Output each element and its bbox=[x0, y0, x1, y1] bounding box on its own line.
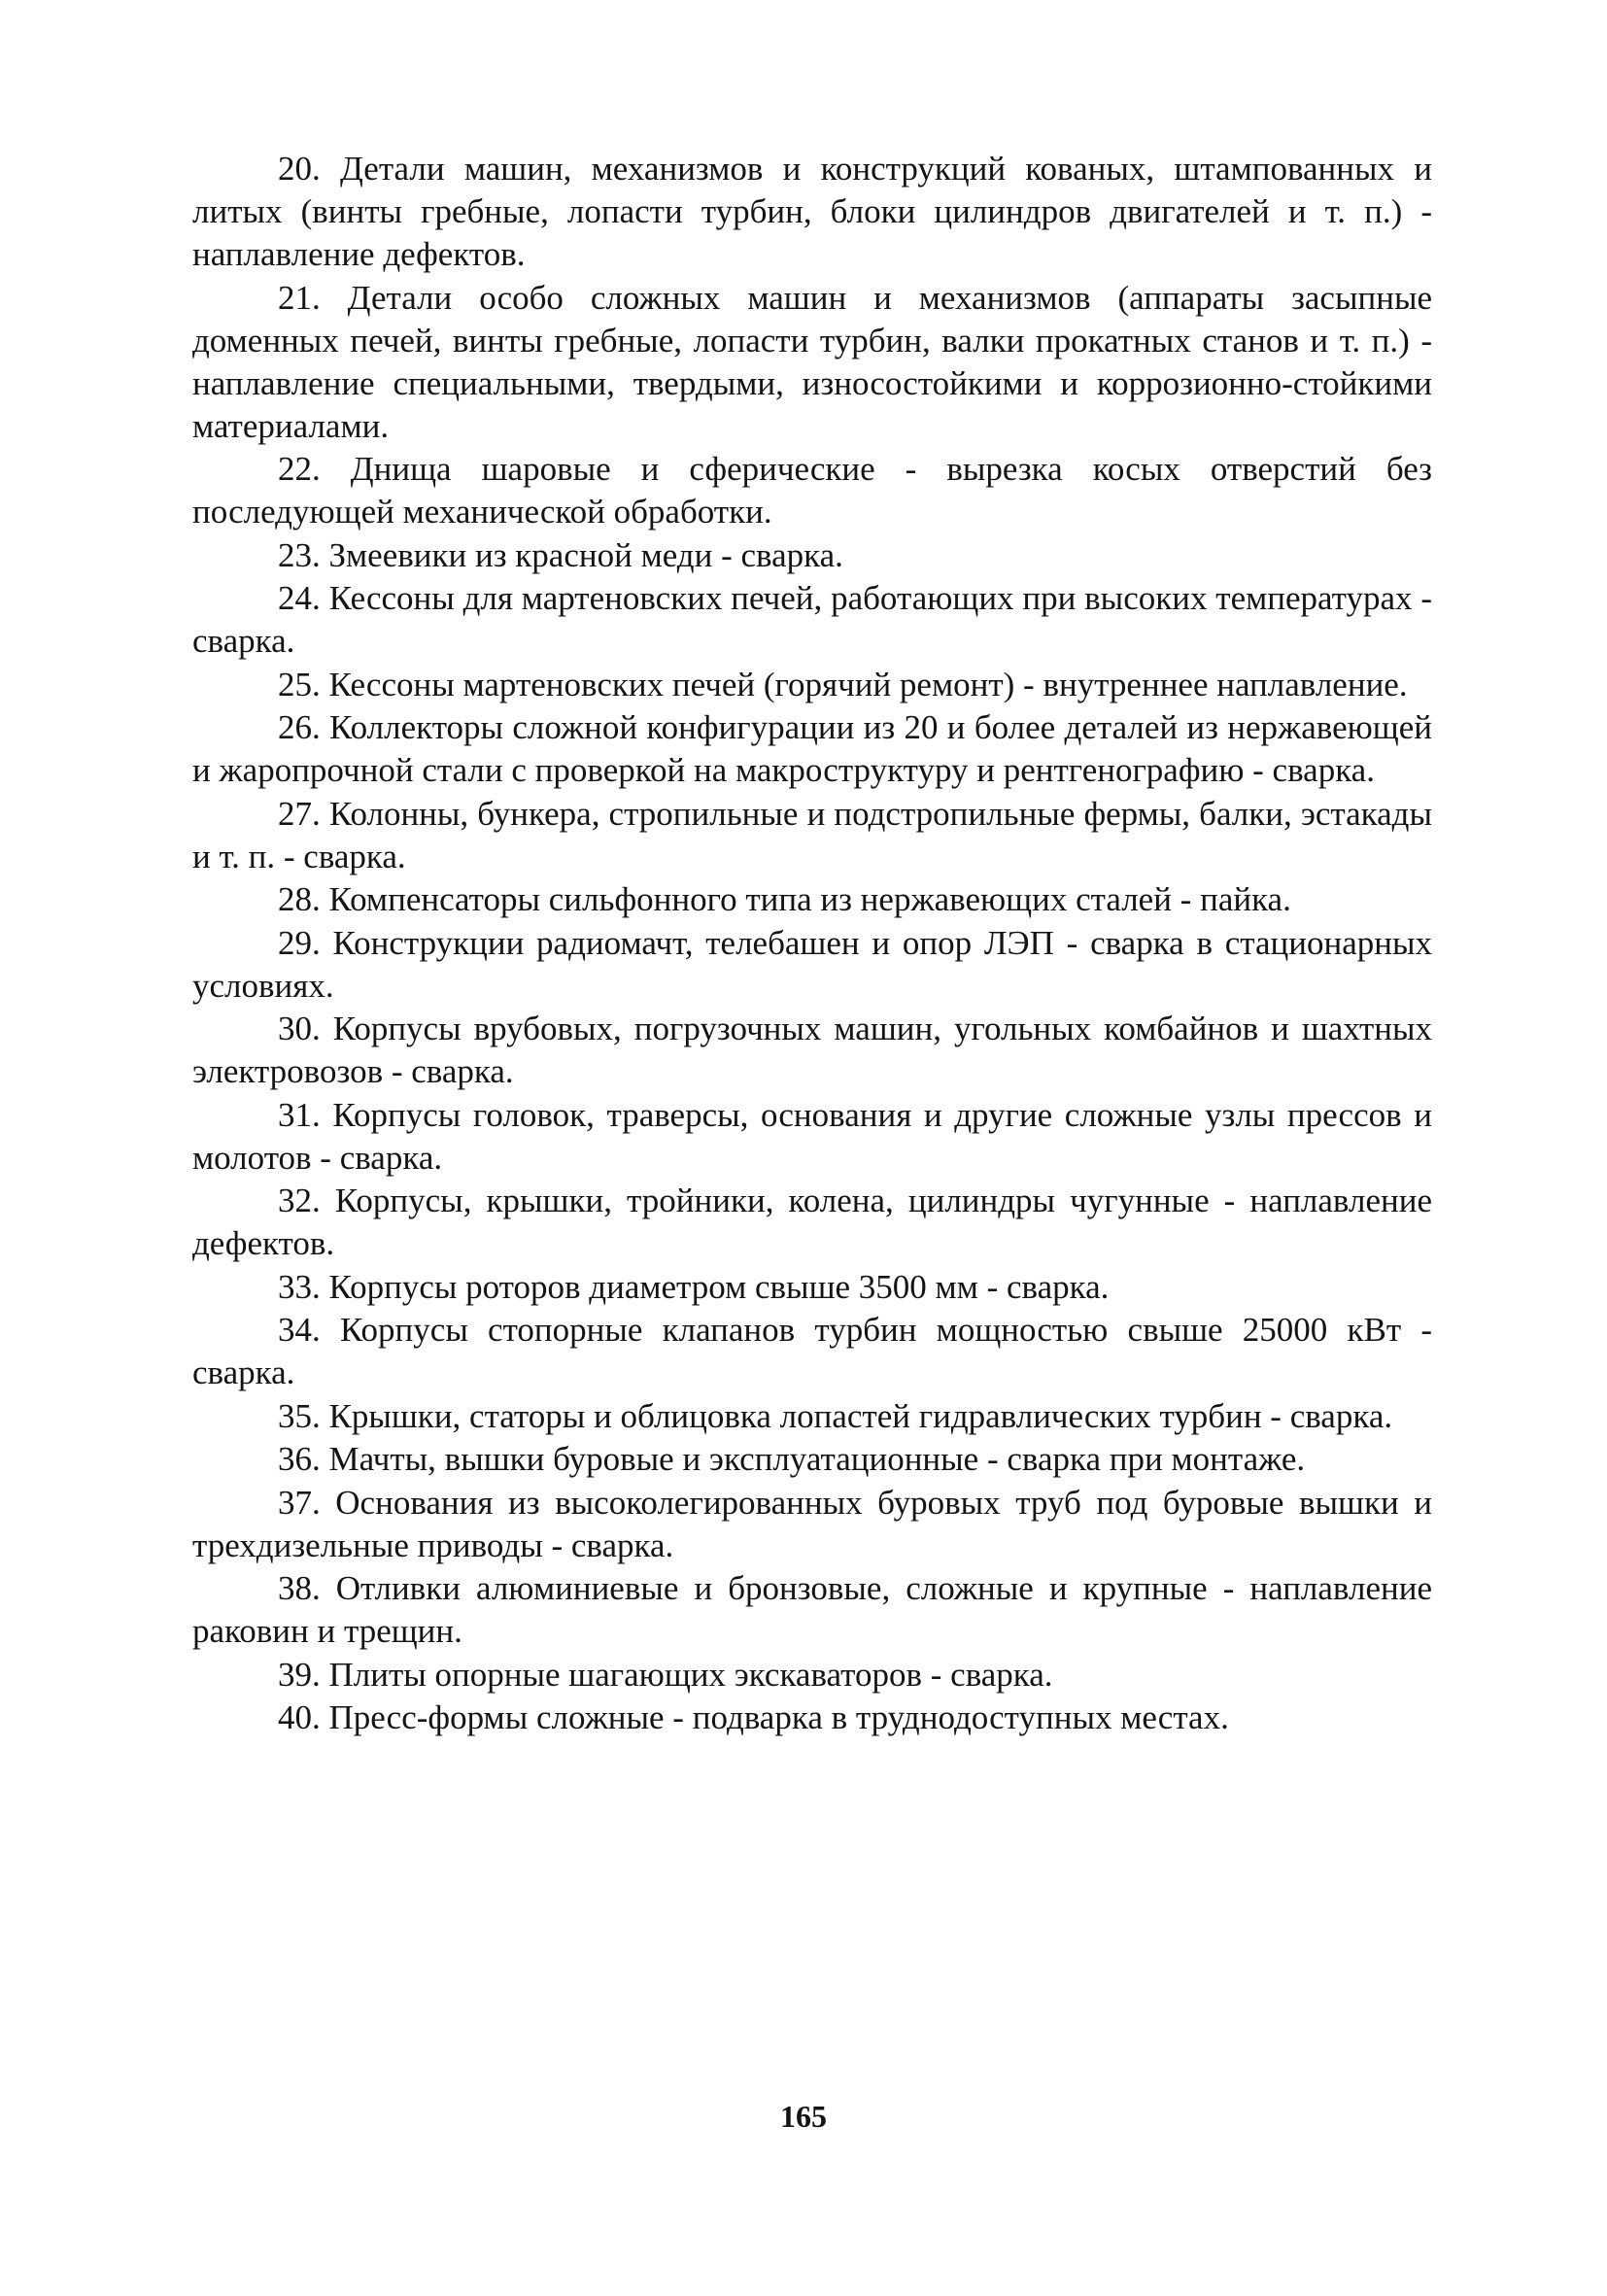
list-item: 22. Днища шаровые и сферические - вырезка косых отверстий без последующей механической обработки. bbox=[192, 450, 1432, 531]
list-item: 26. Коллекторы сложной конфигурации из 20 и более деталей из нержавеющей и жаропрочной стали с проверкой на макроструктуру и рентгенографию - сварка. bbox=[192, 708, 1432, 789]
list-item: 36. Мачты, вышки буровые и эксплуатационные - сварка при монтаже. bbox=[278, 1440, 1306, 1478]
page-number: 165 bbox=[780, 2099, 827, 2134]
list-item: 28. Компенсаторы сильфонного типа из нержавеющих сталей - пайка. bbox=[278, 880, 1291, 918]
document-body bbox=[192, 148, 1432, 1740]
list-item: 29. Конструкции радиомачт, телебашен и опор ЛЭП - сварка в стационарных условиях. bbox=[192, 923, 1432, 1005]
list-item: 23. Змеевики из красной меди - сварка. bbox=[278, 535, 843, 574]
list-item: 27. Колонны, бункера, стропильные и подстропильные фермы, балки, эстакады и т. п. - сварка. bbox=[192, 794, 1432, 875]
list-item: 37. Основания из высоколегированных буровых труб под буровые вышки и трехдизельные приводы - сварка. bbox=[192, 1483, 1432, 1564]
list-item: 38. Отливки алюминиевые и бронзовые, сложные и крупные - наплавление раковин и трещин. bbox=[192, 1569, 1432, 1650]
list-item: 34. Корпусы стопорные клапанов турбин мощностью свыше 25000 кВт - сварка. bbox=[192, 1311, 1432, 1391]
list-item: 35. Крышки, статоры и облицовка лопастей гидравлических турбин - сварка. bbox=[278, 1396, 1393, 1435]
list-item: 25. Кессоны мартеновских печей (горячий ремонт) - внутреннее наплавление. bbox=[278, 665, 1408, 703]
list-item: 20. Детали машин, механизмов и конструкций кованых, штампованных и литых (винты гребные, лопасти турбин, блоки цилиндров двигателей и т. п.) - наплавление дефектов. bbox=[192, 150, 1432, 273]
list-item: 39. Плиты опорные шагающих экскаваторов - сварка. bbox=[278, 1655, 1053, 1694]
list-item: 21. Детали особо сложных машин и механизмов (аппараты засыпные доменных печей, винты гребные, лопасти турбин, валки прокатных станов и т. п.) - наплавление специальными, твердыми, износостойкими и коррозионно-стойкими материалами. bbox=[192, 278, 1432, 445]
list-item: 32. Корпусы, крышки, тройники, колена, цилиндры чугунные - наплавление дефектов. bbox=[192, 1182, 1432, 1262]
list-item: 30. Корпусы врубовых, погрузочных машин, угольных комбайнов и шахтных электровозов - сварка. bbox=[192, 1010, 1432, 1090]
list-item: 40. Пресс-формы сложные - подварка в труднодоступных местах. bbox=[278, 1698, 1229, 1736]
list-item: 33. Корпусы роторов диаметром свыше 3500 мм - сварка. bbox=[278, 1267, 1110, 1306]
list-item: 31. Корпусы головок, траверсы, основания и другие сложные узлы прессов и молотов - сварка. bbox=[192, 1095, 1432, 1177]
list-item: 24. Кессоны для мартеновских печей, работающих при высоких температурах - сварка. bbox=[192, 579, 1432, 660]
